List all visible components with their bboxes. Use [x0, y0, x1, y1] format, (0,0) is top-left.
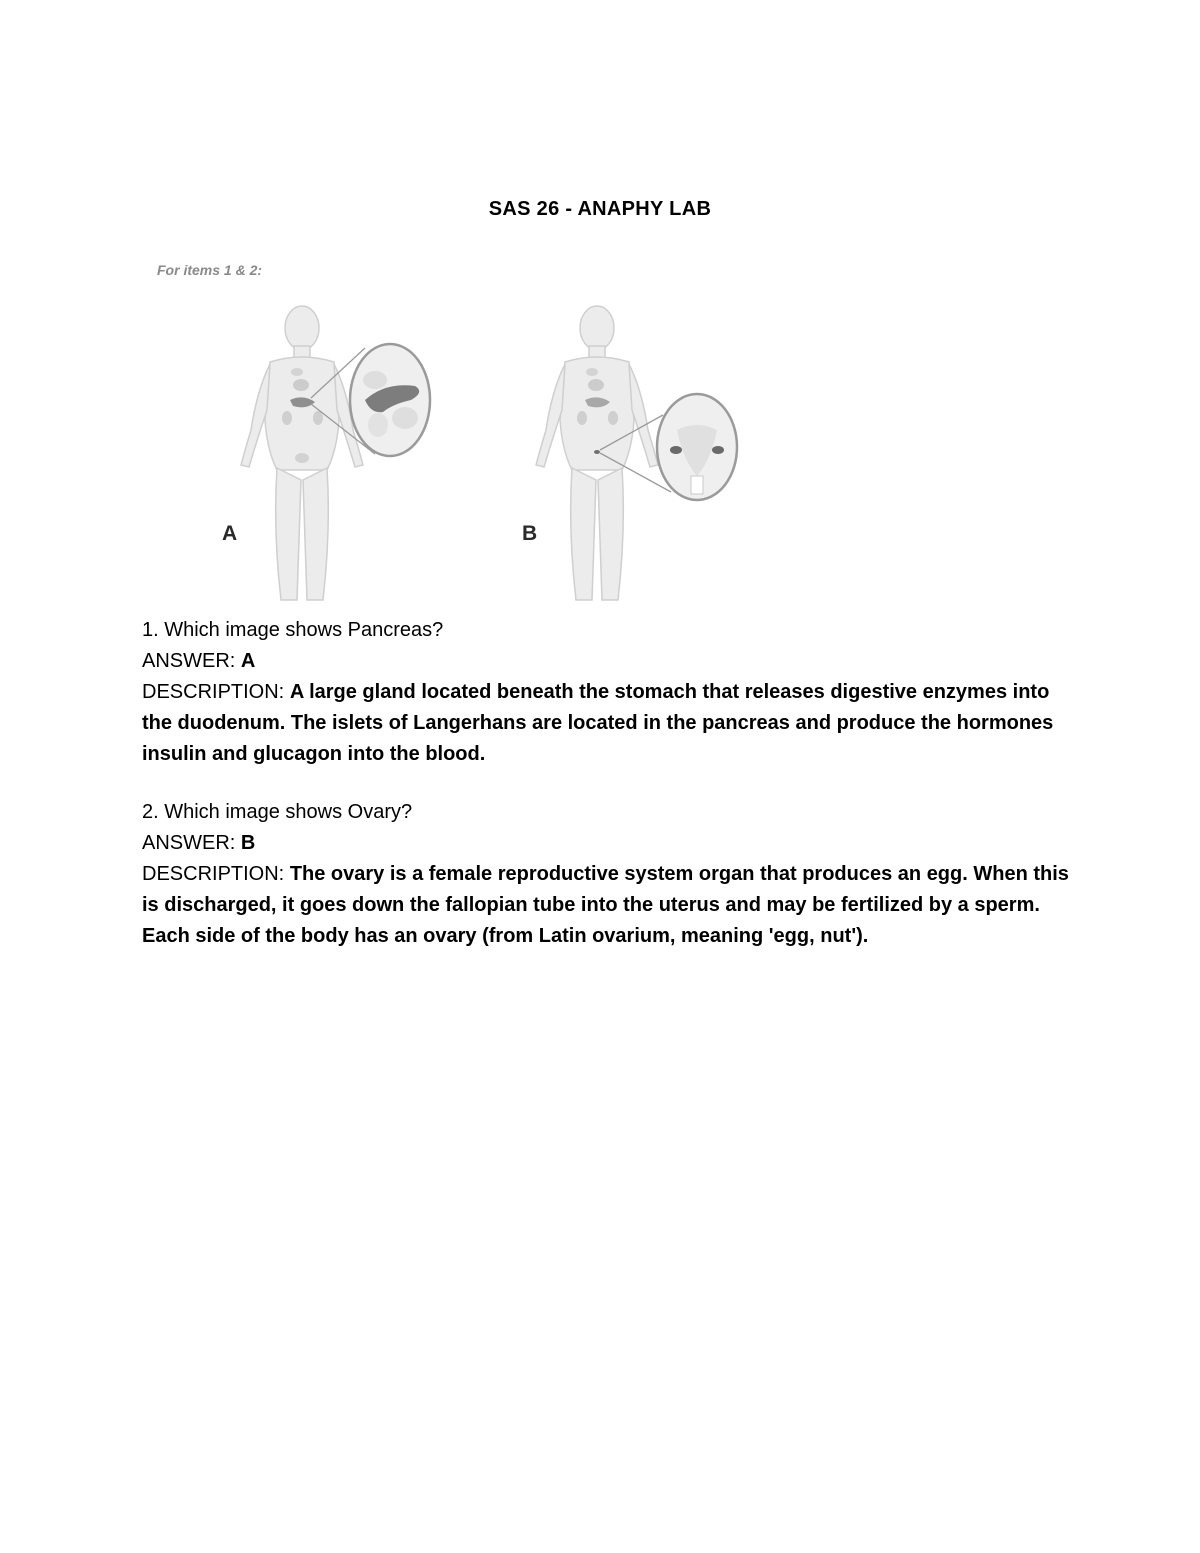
question-item-2 [142, 797, 1072, 952]
answer-line [142, 828, 1072, 859]
description-block [142, 859, 1072, 952]
answer-value: A [240, 650, 256, 672]
description-text: A large gland located beneath the stomach that releases digestive enzymes into the duodenum. The islets of Langerhans are located in the pancreas and produce the hormones insulin and glucagon into the blood. [142, 681, 1054, 765]
description-text: The ovary is a female reproductive system organ that produces an egg. When this is discharged, it goes down the fallopian tube into the uterus and may be fertilized by a sperm. Each side of the body has an ovary (from Latin ovarium, meaning 'egg, nut'). [142, 863, 1069, 947]
answer-label: ANSWER: [142, 650, 236, 672]
figure-label-b: B [522, 522, 538, 545]
answer-label: ANSWER: [142, 832, 236, 854]
question-text: 2. Which image shows Ovary? [142, 801, 413, 823]
answer-value: B [240, 832, 256, 854]
body-figure-ovary [505, 300, 745, 610]
figure-caption: For items 1 & 2: [157, 262, 263, 278]
answer-line [142, 646, 1072, 677]
description-label: DESCRIPTION: [142, 863, 285, 885]
figure-label-a: A [222, 522, 238, 545]
question-item-1 [142, 615, 1072, 770]
description-label: DESCRIPTION: [142, 681, 285, 703]
description-block [142, 677, 1072, 770]
body-figure-pancreas [215, 300, 445, 610]
question-text: 1. Which image shows Pancreas? [142, 619, 444, 641]
document-title: SAS 26 - ANAPHY LAB [488, 198, 712, 220]
